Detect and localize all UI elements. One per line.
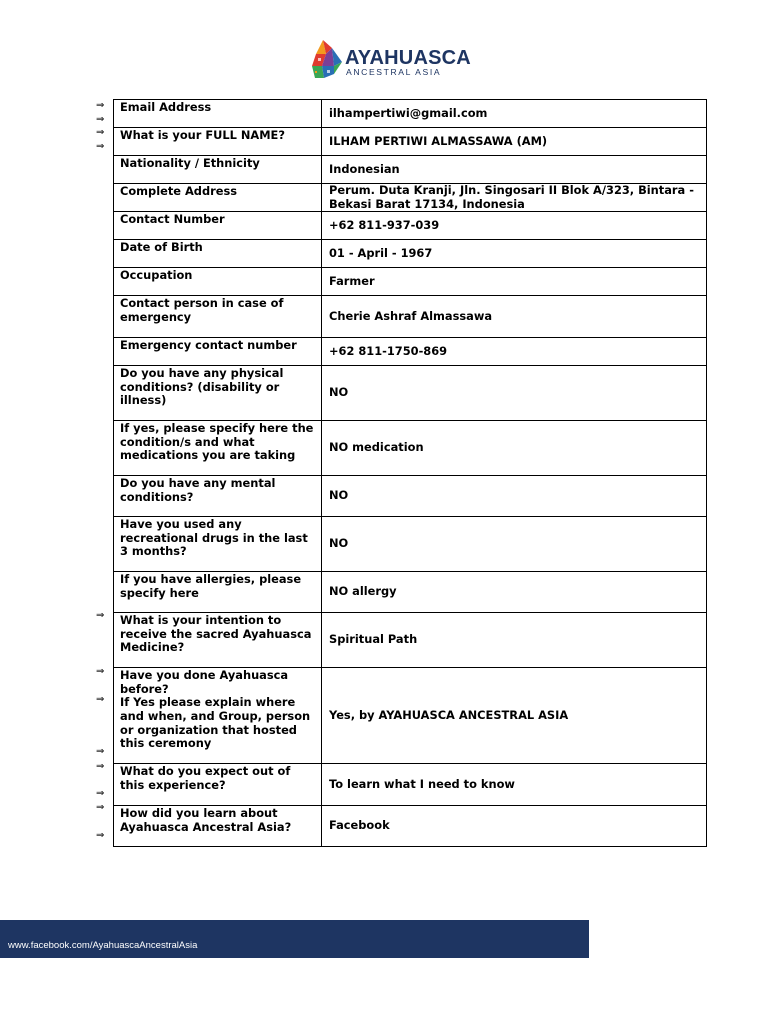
form-row — [114, 100, 707, 128]
arrow-marker-icon: ⇒ — [96, 141, 105, 152]
form-row — [114, 806, 707, 847]
form-question: Have you done Ayahuasca before? If Yes please explain where and when, and Group, person or organization that hosted this ceremony — [114, 668, 322, 764]
form-question: What do you expect out of this experience? — [114, 764, 322, 806]
arrow-marker-icon: ⇒ — [96, 100, 105, 111]
arrow-marker-icon: ⇒ — [96, 114, 105, 125]
form-row — [114, 668, 707, 764]
form-answer: 01 - April - 1967 — [322, 240, 707, 268]
form-question: What is your intention to receive the sacred Ayahuasca Medicine? — [114, 613, 322, 668]
form-row — [114, 296, 707, 338]
form-question: How did you learn about Ayahuasca Ancestral Asia? — [114, 806, 322, 847]
form-question: If you have allergies, please specify here — [114, 572, 322, 613]
arrow-marker-icon: ⇒ — [96, 610, 105, 621]
form-row — [114, 156, 707, 184]
form-question: Emergency contact number — [114, 338, 322, 366]
form-question: Nationality / Ethnicity — [114, 156, 322, 184]
arrow-marker-icon: ⇒ — [96, 802, 105, 813]
form-question: If yes, please specify here the condition/s and what medications you are taking — [114, 421, 322, 476]
form-answer: Farmer — [322, 268, 707, 296]
form-row — [114, 613, 707, 668]
form-row — [114, 572, 707, 613]
form-answer: Indonesian — [322, 156, 707, 184]
form-answer: Cherie Ashraf Almassawa — [322, 296, 707, 338]
form-answer: NO — [322, 476, 707, 517]
form-question: Contact person in case of emergency — [114, 296, 322, 338]
form-row — [114, 212, 707, 240]
form-question: What is your FULL NAME? — [114, 128, 322, 156]
form-answer: NO medication — [322, 421, 707, 476]
form-answer: ILHAM PERTIWI ALMASSAWA (AM) — [322, 128, 707, 156]
form-row — [114, 184, 707, 212]
arrow-marker-icon: ⇒ — [96, 127, 105, 138]
form-answer: Yes, by AYAHUASCA ANCESTRAL ASIA — [322, 668, 707, 764]
form-question: Email Address — [114, 100, 322, 128]
arrow-marker-icon: ⇒ — [96, 788, 105, 799]
form-answer: NO — [322, 517, 707, 572]
logo-mark-icon — [312, 40, 344, 82]
form-answer: To learn what I need to know — [322, 764, 707, 806]
arrow-marker-icon: ⇒ — [96, 694, 105, 705]
form-answer: NO allergy — [322, 572, 707, 613]
footer-facebook-link[interactable]: www.facebook.com/AyahuascaAncestralAsia — [8, 940, 198, 951]
form-question: Contact Number — [114, 212, 322, 240]
arrow-marker-icon: ⇒ — [96, 830, 105, 841]
form-row — [114, 366, 707, 421]
form-answer: NO — [322, 366, 707, 421]
form-question: Do you have any physical conditions? (disability or illness) — [114, 366, 322, 421]
brand-logo — [312, 40, 471, 82]
form-answer: ilhampertiwi@gmail.com — [322, 100, 707, 128]
form-row — [114, 268, 707, 296]
footer-bar — [0, 920, 589, 958]
form-row — [114, 338, 707, 366]
form-answer: +62 811-937-039 — [322, 212, 707, 240]
registration-form-table — [113, 99, 707, 847]
form-row — [114, 476, 707, 517]
form-answer: Spiritual Path — [322, 613, 707, 668]
form-row — [114, 240, 707, 268]
form-question: Do you have any mental conditions? — [114, 476, 322, 517]
form-answer: Facebook — [322, 806, 707, 847]
form-answer: Perum. Duta Kranji, Jln. Singosari II Blok A/323, Bintara - Bekasi Barat 17134, Indonesia — [322, 184, 707, 212]
logo-subtitle: ANCESTRAL ASIA — [346, 67, 442, 77]
form-row — [114, 421, 707, 476]
arrow-marker-icon: ⇒ — [96, 746, 105, 757]
form-row — [114, 764, 707, 806]
arrow-marker-icon: ⇒ — [96, 666, 105, 677]
form-question: Have you used any recreational drugs in the last 3 months? — [114, 517, 322, 572]
form-row — [114, 517, 707, 572]
form-question: Date of Birth — [114, 240, 322, 268]
arrow-marker-icon: ⇒ — [96, 761, 105, 772]
form-question: Occupation — [114, 268, 322, 296]
form-question: Complete Address — [114, 184, 322, 212]
form-row — [114, 128, 707, 156]
form-answer: +62 811-1750-869 — [322, 338, 707, 366]
logo-title: AYAHUASCA — [345, 47, 471, 69]
